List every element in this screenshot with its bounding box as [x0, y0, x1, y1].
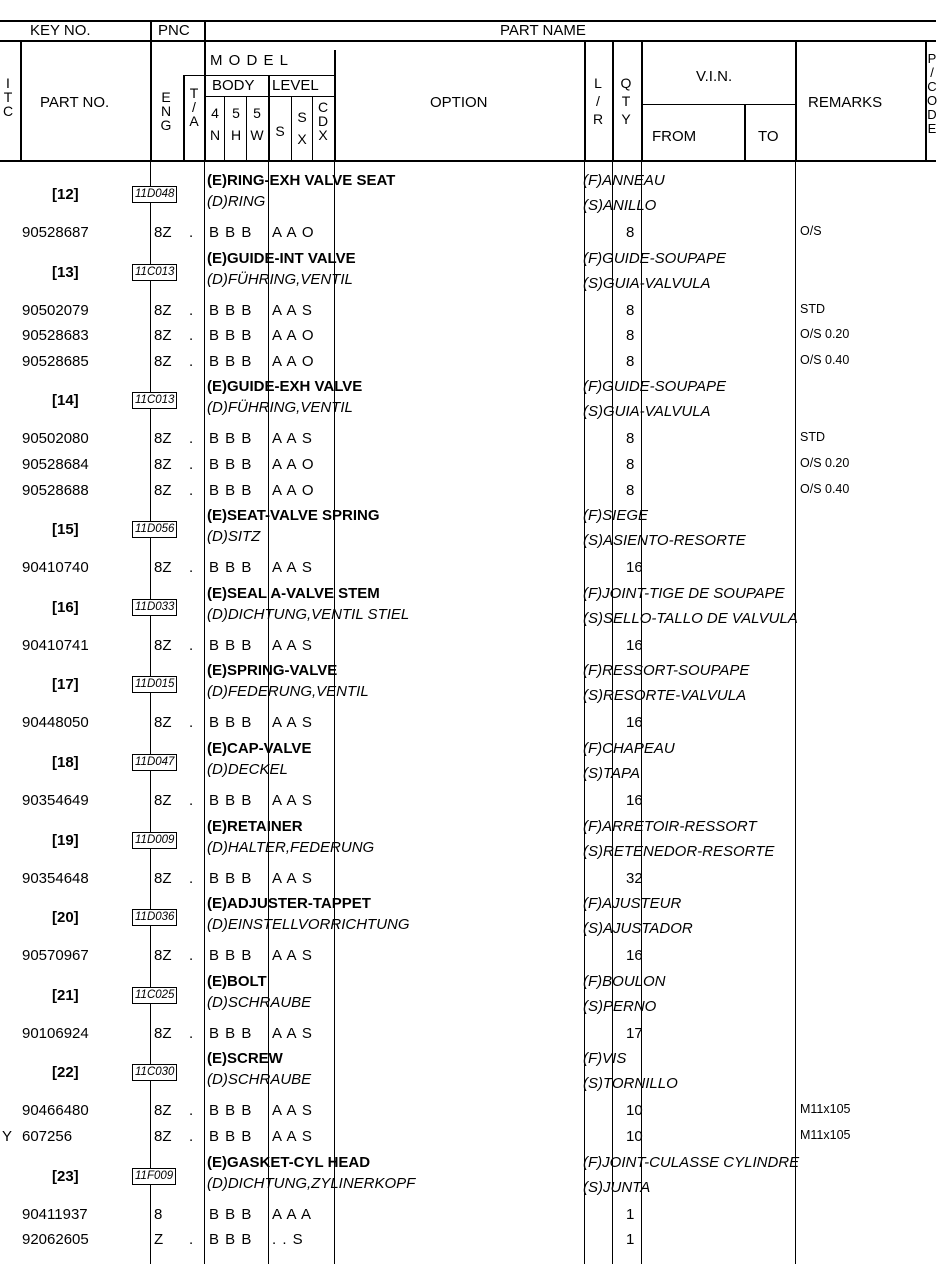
desc-french: (F)RESSORT-SOUPAPE: [583, 662, 750, 680]
pnc-code: 11D036: [132, 909, 177, 926]
body-codes: B B B: [209, 636, 253, 654]
part-number[interactable]: 90448050: [22, 714, 89, 732]
qty: 1: [626, 1231, 635, 1249]
key-no: [17]: [52, 676, 79, 694]
qty: 16: [626, 792, 643, 809]
remarks: M11x105: [800, 1128, 851, 1142]
qty: 10: [626, 1128, 643, 1145]
desc-french: (F)GUIDE-SOUPAPE: [583, 249, 727, 267]
eng-code: 8Z: [154, 1102, 172, 1120]
remarks: O/S 0.40: [800, 481, 850, 496]
pnc-code: 11D047: [132, 754, 177, 771]
desc-german: (D)DECKEL: [207, 761, 288, 778]
body-codes: B B B: [209, 947, 253, 965]
header-part-name: PART NAME: [500, 22, 586, 39]
body-codes: B B B: [209, 1205, 253, 1223]
header-option: OPTION: [430, 94, 488, 111]
body-codes: B B B: [209, 456, 253, 473]
header-eng: E N G: [160, 89, 172, 133]
qty: 16: [626, 714, 643, 732]
desc-german: (D)SITZ: [207, 528, 261, 546]
header-model: M O D E L: [210, 52, 290, 69]
pnc-code: 11D015: [132, 676, 177, 693]
desc-german: (D)FÜHRING,VENTIL: [207, 270, 353, 288]
part-number[interactable]: 90502080: [22, 430, 89, 448]
header-remarks: REMARKS: [808, 94, 883, 111]
ta-code: .: [189, 792, 194, 809]
desc-german: (D)FEDERUNG,VENTIL: [207, 683, 369, 701]
pnc-code: 11D033: [132, 599, 177, 616]
header-vin-to: TO: [758, 128, 779, 145]
level-codes: A A O: [272, 456, 315, 473]
table-header: [0, 0, 936, 162]
body-codes: B B B: [209, 327, 253, 345]
desc-english: (E)RING-EXH VALVE SEAT: [207, 172, 396, 189]
desc-french: (F)ARRETOIR-RESSORT: [583, 817, 757, 835]
level-codes: A A S: [272, 1128, 313, 1145]
header-body-5h: 5 H: [230, 105, 242, 143]
eng-code: 8: [154, 1205, 163, 1223]
desc-spanish: (S)TORNILLO: [583, 1075, 678, 1093]
remarks: O/S 0.40: [800, 352, 850, 367]
desc-french: (F)CHAPEAU: [583, 740, 675, 757]
ta-code: .: [189, 636, 194, 654]
desc-german: (D)RING: [207, 193, 266, 210]
ta-code: .: [189, 869, 194, 887]
desc-spanish: (S)TAPA: [583, 765, 640, 782]
desc-french: (F)VIS: [583, 1050, 627, 1068]
header-body-5w: 5 W: [250, 105, 264, 143]
key-no: [20]: [52, 909, 79, 927]
header-ta: T / A: [189, 85, 199, 129]
body-codes: B B B: [209, 869, 253, 887]
desc-french: (F)AJUSTEUR: [583, 895, 682, 913]
part-number[interactable]: 90410740: [22, 559, 89, 577]
part-number[interactable]: 92062605: [22, 1231, 89, 1249]
part-number[interactable]: 90411937: [22, 1205, 88, 1223]
qty: 16: [626, 559, 643, 577]
desc-french: (F)GUIDE-SOUPAPE: [583, 378, 727, 396]
desc-english: (E)BOLT: [207, 972, 267, 990]
qty: 8: [626, 327, 635, 345]
qty: 8: [626, 224, 635, 241]
desc-english: (E)SEAL A-VALVE STEM: [207, 584, 380, 602]
qty: 8: [626, 352, 635, 370]
pnc-code: 11C030: [132, 1064, 177, 1081]
desc-english: (E)SCREW: [207, 1050, 283, 1068]
part-number[interactable]: 90106924: [22, 1024, 89, 1042]
part-number[interactable]: 90354648: [22, 869, 89, 887]
level-codes: A A O: [272, 481, 315, 499]
desc-spanish: (S)SELLO-TALLO DE VALVULA: [583, 609, 798, 627]
ta-code: .: [189, 301, 194, 319]
eng-code: 8Z: [154, 481, 172, 499]
body-codes: B B B: [209, 430, 253, 448]
key-no: [19]: [52, 831, 79, 849]
ta-code: .: [189, 481, 194, 499]
ta-code: .: [189, 947, 194, 965]
header-level-sx: S X: [297, 109, 307, 147]
ta-code: .: [189, 1024, 194, 1042]
header-pnc: PNC: [158, 22, 190, 39]
desc-english: (E)GASKET-CYL HEAD: [207, 1153, 371, 1171]
desc-german: (D)FÜHRING,VENTIL: [207, 399, 353, 417]
pnc-code: 11D009: [132, 832, 177, 849]
qty: 1: [626, 1205, 635, 1223]
body-codes: B B B: [209, 714, 253, 732]
level-codes: A A S: [272, 869, 313, 887]
desc-spanish: (S)RETENEDOR-RESORTE: [583, 842, 775, 860]
part-number[interactable]: 90528688: [22, 481, 89, 499]
remarks: O/S 0.20: [800, 456, 850, 470]
desc-french: (F)ANNEAU: [583, 172, 665, 189]
qty: 16: [626, 636, 643, 654]
desc-english: (E)RETAINER: [207, 817, 303, 835]
header-itc: I T C: [2, 75, 14, 119]
eng-code: 8Z: [154, 947, 172, 965]
part-number[interactable]: 90410741: [22, 636, 89, 654]
part-number[interactable]: 90466480: [22, 1102, 89, 1120]
remarks: O/S: [800, 224, 822, 238]
ta-code: .: [189, 559, 194, 577]
level-codes: A A S: [272, 559, 313, 577]
desc-english: (E)ADJUSTER-TAPPET: [207, 895, 371, 913]
body-codes: B B B: [209, 1231, 253, 1249]
eng-code: 8Z: [154, 456, 172, 473]
level-codes: A A S: [272, 1024, 313, 1042]
qty: 8: [626, 456, 635, 473]
header-level: LEVEL: [272, 77, 319, 94]
qty: 17: [626, 1024, 643, 1042]
body-codes: B B B: [209, 301, 253, 319]
ta-code: .: [189, 1102, 194, 1120]
header-part-no: PART NO.: [40, 94, 110, 111]
body-codes: B B B: [209, 352, 253, 370]
remarks: M11x105: [800, 1102, 851, 1117]
header-vin-from: FROM: [652, 128, 697, 145]
eng-code: 8Z: [154, 636, 172, 654]
header-level-cdx: C D X: [317, 99, 329, 143]
part-number[interactable]: 607256: [22, 1128, 73, 1145]
desc-spanish: (S)GUIA-VALVULA: [583, 274, 711, 292]
desc-french: (F)JOINT-TIGE DE SOUPAPE: [583, 584, 785, 602]
remarks: STD: [800, 301, 825, 316]
body-codes: B B B: [209, 1102, 253, 1120]
ta-code: .: [189, 1231, 194, 1249]
part-number[interactable]: 90528683: [22, 327, 89, 345]
desc-spanish: (S)GUIA-VALVULA: [583, 403, 711, 421]
eng-code: 8Z: [154, 327, 172, 345]
pnc-code: 11F009: [132, 1168, 176, 1185]
key-no: [23]: [52, 1167, 79, 1185]
body-codes: B B B: [209, 481, 253, 499]
desc-english: (E)SPRING-VALVE: [207, 662, 338, 680]
key-no: [22]: [52, 1064, 79, 1082]
body-codes: B B B: [209, 1128, 253, 1145]
ta-code: .: [189, 1128, 194, 1145]
desc-spanish: (S)JUNTA: [583, 1178, 651, 1196]
level-codes: A A S: [272, 947, 313, 965]
ta-code: .: [189, 352, 194, 370]
header-vin: V.I.N.: [696, 68, 733, 85]
part-number[interactable]: 90502079: [22, 301, 89, 319]
eng-code: 8Z: [154, 352, 172, 370]
part-number[interactable]: 90528684: [22, 456, 89, 473]
desc-french: (F)SIEGE: [583, 507, 649, 525]
part-number[interactable]: 90570967: [22, 947, 89, 965]
body-codes: B B B: [209, 224, 253, 241]
desc-spanish: (S)PERNO: [583, 997, 657, 1015]
desc-spanish: (S)ASIENTO-RESORTE: [583, 532, 746, 550]
eng-code: 8Z: [154, 1128, 172, 1145]
key-no: [16]: [52, 598, 79, 616]
desc-english: (E)CAP-VALVE: [207, 740, 312, 757]
remarks: STD: [800, 430, 825, 445]
level-codes: A A S: [272, 714, 313, 732]
level-codes: A A A: [272, 1205, 313, 1223]
desc-german: (D)DICHTUNG,ZYLINERKOPF: [207, 1174, 416, 1192]
eng-code: Z: [154, 1231, 164, 1249]
eng-code: 8Z: [154, 714, 172, 732]
desc-german: (D)HALTER,FEDERUNG: [207, 838, 375, 856]
part-number[interactable]: 90528685: [22, 352, 89, 370]
desc-spanish: (S)RESORTE-VALVULA: [583, 687, 747, 705]
desc-spanish: (S)ANILLO: [583, 197, 657, 214]
level-codes: A A O: [272, 327, 315, 345]
level-codes: A A S: [272, 636, 313, 654]
qty: 32: [626, 869, 643, 887]
eng-code: 8Z: [154, 224, 172, 241]
qty: 8: [626, 430, 635, 448]
remarks: O/S 0.20: [800, 327, 850, 342]
ta-code: .: [189, 456, 194, 473]
desc-english: (E)SEAT-VALVE SPRING: [207, 507, 380, 525]
header-lr: L / R: [592, 75, 604, 127]
table-body: [0, 162, 936, 1264]
eng-code: 8Z: [154, 792, 172, 809]
header-pcode: P / C O D E: [926, 51, 938, 136]
pnc-code: 11C013: [132, 392, 177, 409]
level-codes: A A S: [272, 430, 313, 448]
level-codes: A A S: [272, 301, 313, 319]
header-body-4n: 4 N: [209, 105, 221, 143]
key-no: [21]: [52, 986, 79, 1004]
pnc-code: 11D056: [132, 521, 177, 538]
pnc-code: 11D048: [132, 186, 177, 203]
eng-code: 8Z: [154, 430, 172, 448]
level-codes: A A O: [272, 352, 315, 370]
desc-english: (E)GUIDE-INT VALVE: [207, 249, 356, 267]
desc-german: (D)SCHRAUBE: [207, 993, 312, 1011]
ta-code: .: [189, 430, 194, 448]
part-number[interactable]: 90354649: [22, 792, 89, 809]
level-codes: A A O: [272, 224, 315, 241]
ta-code: .: [189, 327, 194, 345]
key-no: [18]: [52, 754, 79, 771]
desc-spanish: (S)AJUSTADOR: [583, 920, 693, 938]
pnc-code: 11C025: [132, 987, 177, 1004]
key-no: [15]: [52, 521, 79, 539]
desc-french: (F)JOINT-CULASSE CYLINDRE: [583, 1153, 800, 1171]
body-codes: B B B: [209, 559, 253, 577]
level-codes: A A S: [272, 1102, 313, 1120]
key-no: [14]: [52, 392, 79, 410]
header-qty: Q T Y: [620, 75, 632, 127]
header-body: BODY: [212, 77, 255, 94]
part-number[interactable]: 90528687: [22, 224, 89, 241]
eng-code: 8Z: [154, 1024, 172, 1042]
ta-code: .: [189, 714, 194, 732]
qty: 10: [626, 1102, 643, 1120]
header-level-s: S: [275, 123, 285, 139]
qty: 16: [626, 947, 643, 965]
level-codes: A A S: [272, 792, 313, 809]
qty: 8: [626, 481, 635, 499]
key-no: [12]: [52, 186, 79, 203]
desc-german: (D)EINSTELLVORRICHTUNG: [207, 916, 410, 934]
header-key-no: KEY NO.: [30, 22, 91, 39]
eng-code: 8Z: [154, 559, 172, 577]
body-codes: B B B: [209, 1024, 253, 1042]
key-no: [13]: [52, 263, 79, 281]
desc-english: (E)GUIDE-EXH VALVE: [207, 378, 363, 396]
qty: 8: [626, 301, 635, 319]
pnc-code: 11C013: [132, 264, 177, 281]
body-codes: B B B: [209, 792, 253, 809]
desc-french: (F)BOULON: [583, 972, 666, 990]
desc-german: (D)SCHRAUBE: [207, 1071, 312, 1089]
desc-german: (D)DICHTUNG,VENTIL STIEL: [207, 605, 410, 623]
eng-code: 8Z: [154, 301, 172, 319]
level-codes: . . S: [272, 1231, 304, 1249]
eng-code: 8Z: [154, 869, 172, 887]
ta-code: .: [189, 224, 194, 241]
itc-code: Y: [2, 1128, 13, 1145]
